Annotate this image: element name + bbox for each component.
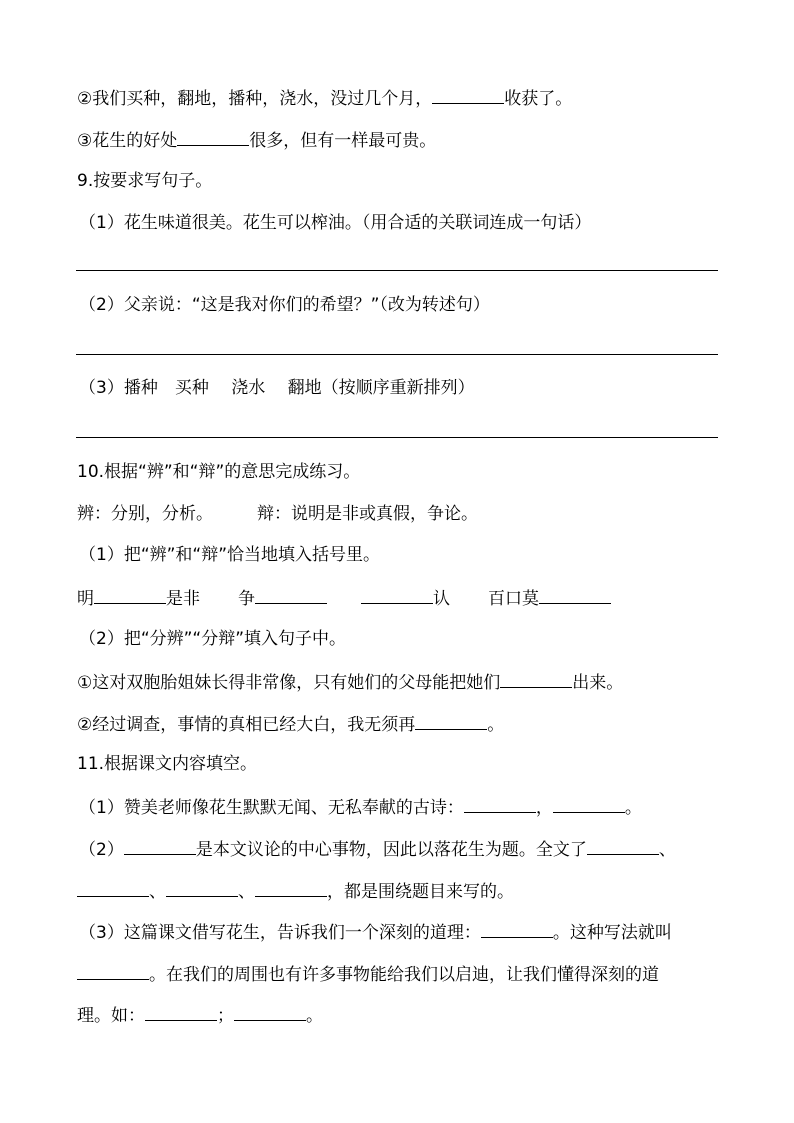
sentence-text: ②经过调查，事情的真相已经大白，我无须再 <box>77 715 416 735</box>
separator: 、 <box>658 840 676 860</box>
answer-blank[interactable] <box>255 586 327 604</box>
q10-part-1: （1）把“辨”和“辩”恰当地填入括号里。 <box>79 545 381 565</box>
separator: 、 <box>149 882 166 902</box>
sentence-text-after: 。 <box>487 715 505 735</box>
answer-line[interactable] <box>76 437 718 438</box>
comma: ， <box>535 798 553 818</box>
q11-part-3-line-3 <box>77 1003 323 1027</box>
q11-heading: 11.根据课文内容填空。 <box>77 754 258 774</box>
q9-sentence-1: （1）花生味道很美。花生可以榨油。（用合适的关联词连成一句话） <box>79 213 592 233</box>
answer-blank[interactable] <box>539 586 611 604</box>
part-2-text: 是本文议论的中心事物，因此以落花生为题。全文了 <box>195 840 587 860</box>
answer-blank[interactable] <box>77 962 149 980</box>
q11-part-3-line-2 <box>77 962 659 986</box>
word-3-suffix: 认 <box>433 589 450 609</box>
semicolon: ； <box>217 1006 234 1026</box>
q11-part-3-line-1 <box>79 920 672 944</box>
answer-blank[interactable] <box>432 86 504 104</box>
answer-blank[interactable] <box>166 879 238 897</box>
answer-blank[interactable] <box>177 128 249 146</box>
q10-sentence-2 <box>77 712 504 736</box>
q10-heading: 10.根据“辨”和“辩”的意思完成练习。 <box>77 462 361 482</box>
answer-blank[interactable] <box>481 920 553 938</box>
q8-item-3 <box>77 128 436 152</box>
answer-blank[interactable] <box>124 837 196 855</box>
word-1-suffix: 是非 <box>166 589 200 609</box>
part-1-text: （1）赞美老师像花生默默无闻、无私奉献的古诗： <box>79 798 464 818</box>
answer-blank[interactable] <box>500 670 572 688</box>
q9-heading: 9.按要求写句子。 <box>77 171 213 191</box>
q11-part-2-line-1 <box>79 837 676 861</box>
word-1-prefix: 明 <box>77 589 94 609</box>
definition-bian-distinguish: 辨：分别，分析。 <box>77 504 213 524</box>
part-3-text-after: 。这种写法就叫 <box>552 923 672 943</box>
q9-sentence-2: （2）父亲说：“这是我对你们的希望？”（改为转述句） <box>79 295 490 315</box>
q8-item3-text-after: 很多，但有一样最可贵。 <box>249 131 437 151</box>
answer-blank[interactable] <box>553 795 625 813</box>
answer-blank[interactable] <box>255 879 327 897</box>
answer-blank[interactable] <box>415 712 487 730</box>
answer-blank[interactable] <box>361 586 433 604</box>
q8-item-2 <box>77 86 572 110</box>
q11-part-1 <box>79 795 642 819</box>
part-3-line-2-text: 。在我们的周围也有许多事物能给我们以启迪，让我们懂得深刻的道 <box>149 965 659 985</box>
answer-line[interactable] <box>76 270 718 271</box>
sentence-text: ①这对双胞胎姐妹长得非常像，只有她们的父母能把她们 <box>77 673 501 693</box>
word-4-prefix: 百口莫 <box>488 589 539 609</box>
answer-blank[interactable] <box>587 837 659 855</box>
separator: 、 <box>238 882 255 902</box>
answer-blank[interactable] <box>77 879 149 897</box>
answer-blank[interactable] <box>234 1003 306 1021</box>
q8-item3-text: ③花生的好处 <box>77 131 178 151</box>
part-3-text: （3）这篇课文借写花生，告诉我们一个深刻的道理： <box>79 923 481 943</box>
q8-item2-text: ②我们买种，翻地，播种，浇水，没过几个月， <box>77 89 433 109</box>
answer-line[interactable] <box>76 354 718 355</box>
definition-bian-argue: 辩：说明是非或真假，争论。 <box>257 504 478 524</box>
answer-blank[interactable] <box>94 586 166 604</box>
q10-word-fill-row <box>77 586 611 610</box>
q9-sentence-3: （3）播种 买种 浇水 翻地（按顺序重新排列） <box>79 378 475 398</box>
period: 。 <box>306 1006 323 1026</box>
sentence-text-after: 出来。 <box>572 673 624 693</box>
part-3-line-3-text: 理。如： <box>77 1006 145 1026</box>
q10-definitions <box>77 503 478 525</box>
word-2-prefix: 争 <box>238 589 255 609</box>
period: 。 <box>624 798 642 818</box>
q10-part-2: （2）把“分辨”“分辩”填入句子中。 <box>79 629 347 649</box>
part-2-ending: ，都是围绕题目来写的。 <box>327 882 514 902</box>
answer-blank[interactable] <box>464 795 536 813</box>
answer-blank[interactable] <box>145 1003 217 1021</box>
q11-part-2-line-2 <box>77 879 514 903</box>
q8-item2-text-after: 收获了。 <box>504 89 573 109</box>
part-2-label: （2） <box>79 840 124 860</box>
q10-sentence-1 <box>77 670 623 694</box>
